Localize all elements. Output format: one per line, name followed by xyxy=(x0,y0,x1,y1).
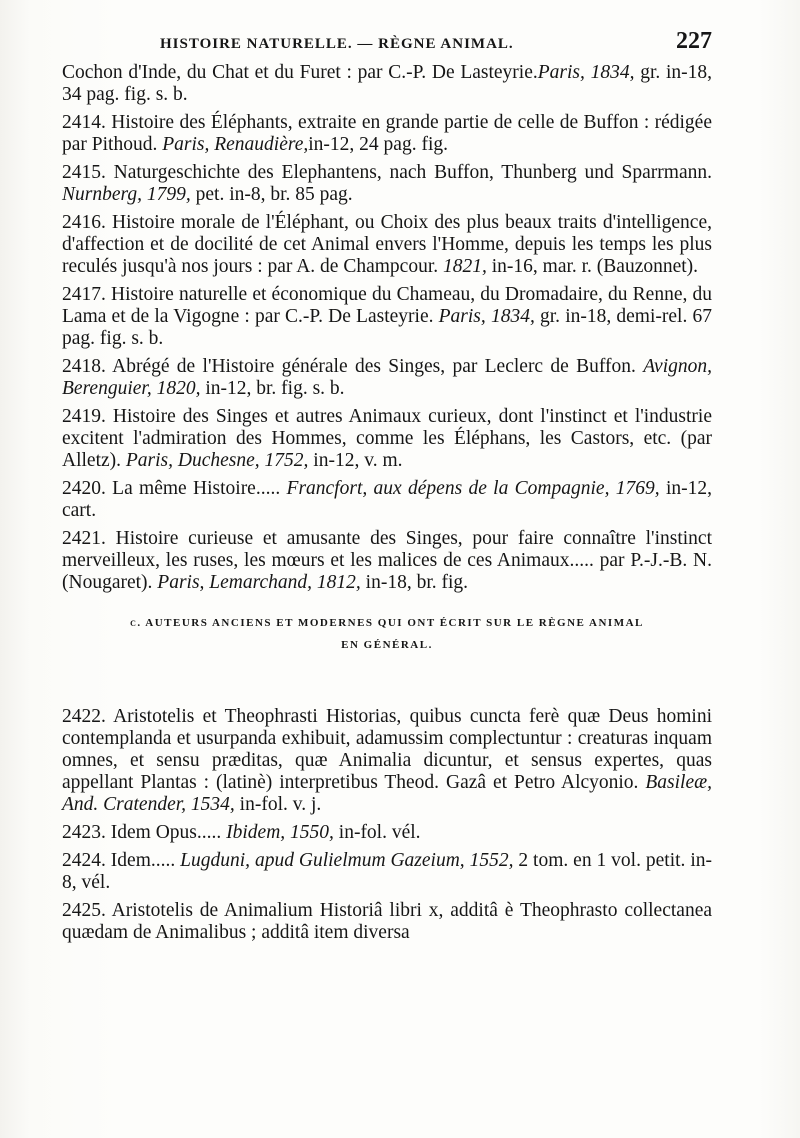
entry-format: in-12, cart. xyxy=(62,478,712,521)
running-header xyxy=(60,28,712,58)
entry-imprint: Basileæ, And. Cratender, 1534, xyxy=(62,772,712,815)
entry-imprint: 1821, xyxy=(442,256,487,277)
entry-format: in-12, 24 pag. fig. xyxy=(308,134,448,155)
catalog-entry xyxy=(62,406,712,472)
entry-text: Cochon d'Inde, du Chat et du Furet : par C.-P. De Lasteyrie. xyxy=(62,62,538,83)
entry-number: 2419. xyxy=(62,406,106,427)
entry-imprint: Avignon, Berenguier, 1820, xyxy=(62,356,712,399)
entry-format: in-fol. vél. xyxy=(333,822,421,843)
entry-format: gr. in-18, 34 pag. fig. s. b. xyxy=(62,62,712,105)
entry-format: in-12, br. fig. s. b. xyxy=(200,378,345,399)
entry-number: 2425. xyxy=(62,900,106,921)
entry-text: Abrégé de l'Histoire générale des Singes, par Leclerc de Buffon. xyxy=(105,356,644,377)
catalog-entries xyxy=(62,62,712,950)
entry-imprint: Lugduni, apud Gulielmum Gazeium, 1552, xyxy=(180,850,514,871)
entry-imprint: Paris, 1834, xyxy=(438,306,535,327)
entry-number: 2418. xyxy=(62,356,106,377)
page-number: 227 xyxy=(676,28,712,54)
entry-format: in-12, v. m. xyxy=(308,450,403,471)
entry-text: Idem..... xyxy=(105,850,181,871)
catalog-entry xyxy=(62,62,712,106)
entry-text: Histoire curieuse et amusante des Singes, pour faire connaître l'instinct merveilleux, les ruses, les mœurs et les malices de ces Animaux..... par P.-J.-B. N. (Nougaret). xyxy=(62,528,712,593)
entry-text: Aristotelis et Theophrasti Historias, quibus cuncta ferè quæ Deus homini contemplanda et usurpanda exhibuit, adamussim complectuntur : creaturas inquam omnes, et sensu præditas, quæ Animalia dicuntur, et sensus expertes, quas appellant Plantas : (latinè) interpretibus Theod. Gazâ et Petro Alcyonio. xyxy=(62,706,712,793)
entry-number: 2414. xyxy=(62,112,106,133)
entry-number: 2417. xyxy=(62,284,106,305)
entry-list-top xyxy=(62,62,712,594)
entry-format: in-fol. v. j. xyxy=(234,794,322,815)
entry-imprint: Paris, 1834, xyxy=(537,62,635,83)
catalog-entry xyxy=(62,478,712,522)
catalog-entry xyxy=(62,162,712,206)
catalog-entry xyxy=(62,284,712,350)
entry-format: 2 tom. en 1 vol. petit. in-8, vél. xyxy=(62,850,712,893)
entry-imprint: Nurnberg, 1799, xyxy=(62,184,191,205)
entry-imprint: Paris, Renaudière, xyxy=(162,134,309,155)
section-heading xyxy=(62,612,712,656)
entry-number: 2415. xyxy=(62,162,106,183)
entry-text: Idem Opus..... xyxy=(105,822,227,843)
entry-text: Naturgeschichte des Elephantens, nach Buffon, Thunberg und Sparrmann. xyxy=(105,162,712,183)
header-title: HISTOIRE NATURELLE. — RÈGNE ANIMAL. xyxy=(160,36,514,52)
entry-number: 2420. xyxy=(62,478,106,499)
entry-text: Histoire des Singes et autres Animaux curieux, dont l'instinct et l'industrie excitent l'admiration des Hommes, comme les Éléphans, les Castors, etc. (par Alletz). xyxy=(62,406,712,471)
entry-format: pet. in-8, br. 85 pag. xyxy=(190,184,353,205)
entry-number: 2416. xyxy=(62,212,106,233)
entry-text: Histoire des Éléphants, extraite en grande partie de celle de Buffon : rédigée par Pithoud. xyxy=(62,112,712,155)
catalog-entry xyxy=(62,822,712,844)
entry-imprint: Francfort, aux dépens de la Compagnie, 1769, xyxy=(286,478,660,499)
entry-format: in-18, br. fig. xyxy=(360,572,469,593)
catalog-entry xyxy=(62,112,712,156)
entry-number: 2421. xyxy=(62,528,106,549)
catalog-entry xyxy=(62,900,712,944)
catalog-entry xyxy=(62,850,712,894)
entry-format: gr. in-18, demi-rel. 67 pag. fig. s. b. xyxy=(62,306,712,349)
entry-text: Histoire morale de l'Éléphant, ou Choix des plus beaux traits d'intelligence, d'affection et de docilité de cet Animal envers l'Homme, depuis les temps les plus reculés jusqu'à nos jours : par A. de Champcour. xyxy=(62,212,712,277)
entry-format: in-16, mar. r. (Bauzonnet). xyxy=(486,256,699,277)
entry-text: Aristotelis de Animalium Historiâ libri x, additâ è Theophrasto collectanea quædam de Animalibus ; additâ item diversa xyxy=(62,900,712,943)
entry-list-bottom xyxy=(62,706,712,944)
catalog-entry xyxy=(62,528,712,594)
entry-imprint: Paris, Lemarchand, 1812, xyxy=(157,572,361,593)
entry-text: La même Histoire..... xyxy=(105,478,287,499)
catalog-entry xyxy=(62,212,712,278)
catalog-entry xyxy=(62,706,712,816)
section-heading-line-2: EN GÉNÉRAL. xyxy=(341,639,433,651)
entry-number: 2423. xyxy=(62,822,106,843)
entry-text: Histoire naturelle et économique du Chameau, du Dromadaire, du Renne, du Lama et de la Vigogne : par C.-P. De Lasteyrie. xyxy=(62,284,712,327)
catalog-entry xyxy=(62,356,712,400)
entry-number: 2422. xyxy=(62,706,106,727)
entry-imprint: Paris, Duchesne, 1752, xyxy=(125,450,309,471)
entry-imprint: Ibidem, 1550, xyxy=(226,822,334,843)
section-heading-line-1: c. AUTEURS ANCIENS ET MODERNES QUI ONT ÉCRIT SUR LE RÈGNE ANIMAL xyxy=(130,617,644,629)
entry-number: 2424. xyxy=(62,850,106,871)
